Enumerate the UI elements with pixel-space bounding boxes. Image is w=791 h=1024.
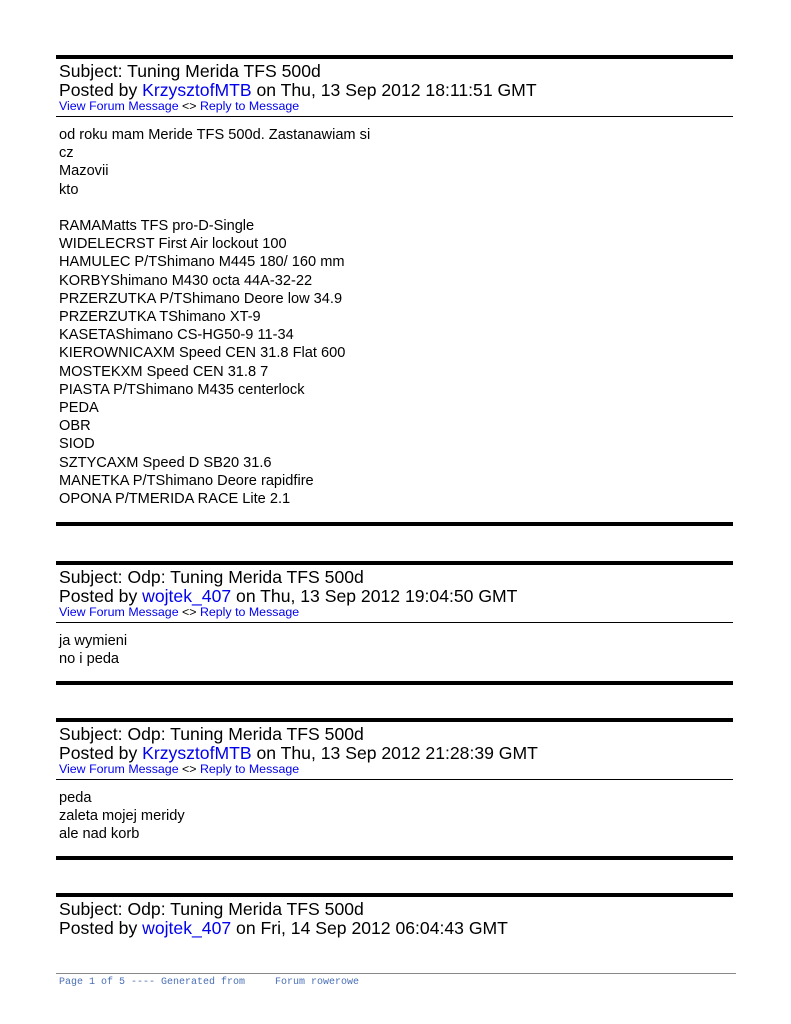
author-link[interactable]: KrzysztofMTB — [142, 742, 252, 763]
body-line: KORBYShimano M430 octa 44A-32-22 — [59, 272, 313, 289]
body-line: od roku mam Meride TFS 500d. Zastanawiam si — [59, 127, 371, 143]
post-header-rule — [56, 779, 733, 780]
body-line: ja wymieni — [59, 633, 128, 649]
view-forum-message-link[interactable]: View Forum Message — [59, 99, 179, 113]
forum-post-2 — [56, 561, 733, 668]
link-separator: <> — [178, 99, 200, 113]
post-subject: Subject: Odp: Tuning Merida TFS 500d — [59, 899, 364, 919]
post-date: on Fri, 14 Sep 2012 06:04:43 GMT — [231, 917, 508, 938]
post-header — [56, 900, 733, 937]
body-line: ale nad korb — [59, 826, 140, 843]
post-bottom-rule — [56, 681, 733, 685]
posted-by-label: Posted by — [59, 917, 143, 938]
post-subject: Subject: Tuning Merida TFS 500d — [59, 61, 321, 81]
link-separator: <> — [178, 605, 200, 619]
post-date: on Thu, 13 Sep 2012 21:28:39 GMT — [251, 742, 538, 763]
post-header-rule — [56, 116, 733, 117]
post-links — [59, 99, 733, 114]
link-separator: <> — [178, 762, 200, 776]
post-meta — [59, 744, 733, 763]
post-body — [56, 632, 733, 668]
post-top-rule — [56, 561, 733, 565]
post-separator-rule — [56, 522, 733, 526]
body-line: SZTYCAXM Speed D SB20 31.6 — [59, 454, 272, 471]
body-line: SIOD — [59, 436, 95, 453]
post-top-rule — [56, 893, 733, 897]
body-line: KIEROWNICAXM Speed CEN 31.8 Flat 600 — [59, 345, 346, 362]
post-date: on Thu, 13 Sep 2012 18:11:51 GMT — [251, 79, 537, 100]
forum-post-4 — [56, 893, 733, 937]
author-link[interactable]: wojtek_407 — [142, 585, 232, 606]
body-line: MOSTEKXM Speed CEN 31.8 7 — [59, 363, 269, 380]
post-date: on Thu, 13 Sep 2012 19:04:50 GMT — [231, 585, 518, 606]
post-subject: Subject: Odp: Tuning Merida TFS 500d — [59, 724, 364, 744]
body-line: HAMULEC P/TShimano M445 180/ 160 mm — [59, 254, 345, 271]
body-line: zaleta mojej meridy — [59, 808, 185, 825]
body-line: no i peda — [59, 651, 120, 668]
body-line: MANETKA P/TShimano Deore rapidfire — [59, 472, 314, 489]
author-link[interactable]: KrzysztofMTB — [142, 79, 252, 100]
post-header — [56, 725, 733, 777]
posted-by-label: Posted by — [59, 585, 143, 606]
body-line: PRZERZUTKA P/TShimano Deore low 34.9 — [59, 290, 343, 307]
posted-by-label: Posted by — [59, 79, 143, 100]
post-bottom-rule — [56, 856, 733, 860]
view-forum-message-link[interactable]: View Forum Message — [59, 762, 179, 776]
forum-post-3 — [56, 718, 733, 844]
post-meta — [59, 587, 733, 606]
body-line — [59, 199, 733, 217]
body-line: WIDELECRST First Air lockout 100 — [59, 236, 287, 253]
reply-to-message-link[interactable]: Reply to Message — [199, 762, 300, 776]
post-meta — [59, 919, 733, 938]
forum-post-1 — [56, 55, 733, 508]
body-line: cz — [59, 145, 74, 162]
body-line: peda — [59, 790, 92, 806]
reply-to-message-link[interactable]: Reply to Message — [199, 605, 300, 619]
body-line: RAMAMatts TFS pro-D-Single — [59, 218, 255, 234]
posted-by-label: Posted by — [59, 742, 143, 763]
post-bottom-rule — [56, 522, 733, 526]
body-line: OPONA P/TMERIDA RACE Lite 2.1 — [59, 491, 291, 508]
post-separator-rule — [56, 856, 733, 860]
post-body — [56, 789, 733, 844]
post-header — [56, 62, 733, 114]
reply-to-message-link[interactable]: Reply to Message — [199, 99, 300, 113]
author-link[interactable]: wojtek_407 — [142, 917, 232, 938]
body-line: kto — [59, 181, 79, 198]
post-top-rule — [56, 55, 733, 59]
post-meta — [59, 81, 733, 100]
page-footer: Page 1 of 5 ---- Generated from Forum rowerowe — [59, 977, 360, 988]
body-line: OBR — [59, 418, 91, 435]
body-line: KASETAShimano CS-HG50-9 11-34 — [59, 327, 294, 344]
post-header-rule — [56, 622, 733, 623]
body-line: PIASTA P/TShimano M435 centerlock — [59, 381, 305, 398]
post-links — [59, 605, 733, 620]
post-separator-rule — [56, 681, 733, 685]
post-subject: Subject: Odp: Tuning Merida TFS 500d — [59, 567, 364, 587]
post-top-rule — [56, 718, 733, 722]
post-body — [56, 126, 733, 508]
body-line: PEDA — [59, 400, 99, 417]
body-line: PRZERZUTKA TShimano XT-9 — [59, 309, 261, 326]
body-line: Mazovii — [59, 163, 109, 180]
post-header — [56, 568, 733, 620]
footer-rule — [56, 973, 736, 974]
post-links — [59, 762, 733, 777]
view-forum-message-link[interactable]: View Forum Message — [59, 605, 179, 619]
